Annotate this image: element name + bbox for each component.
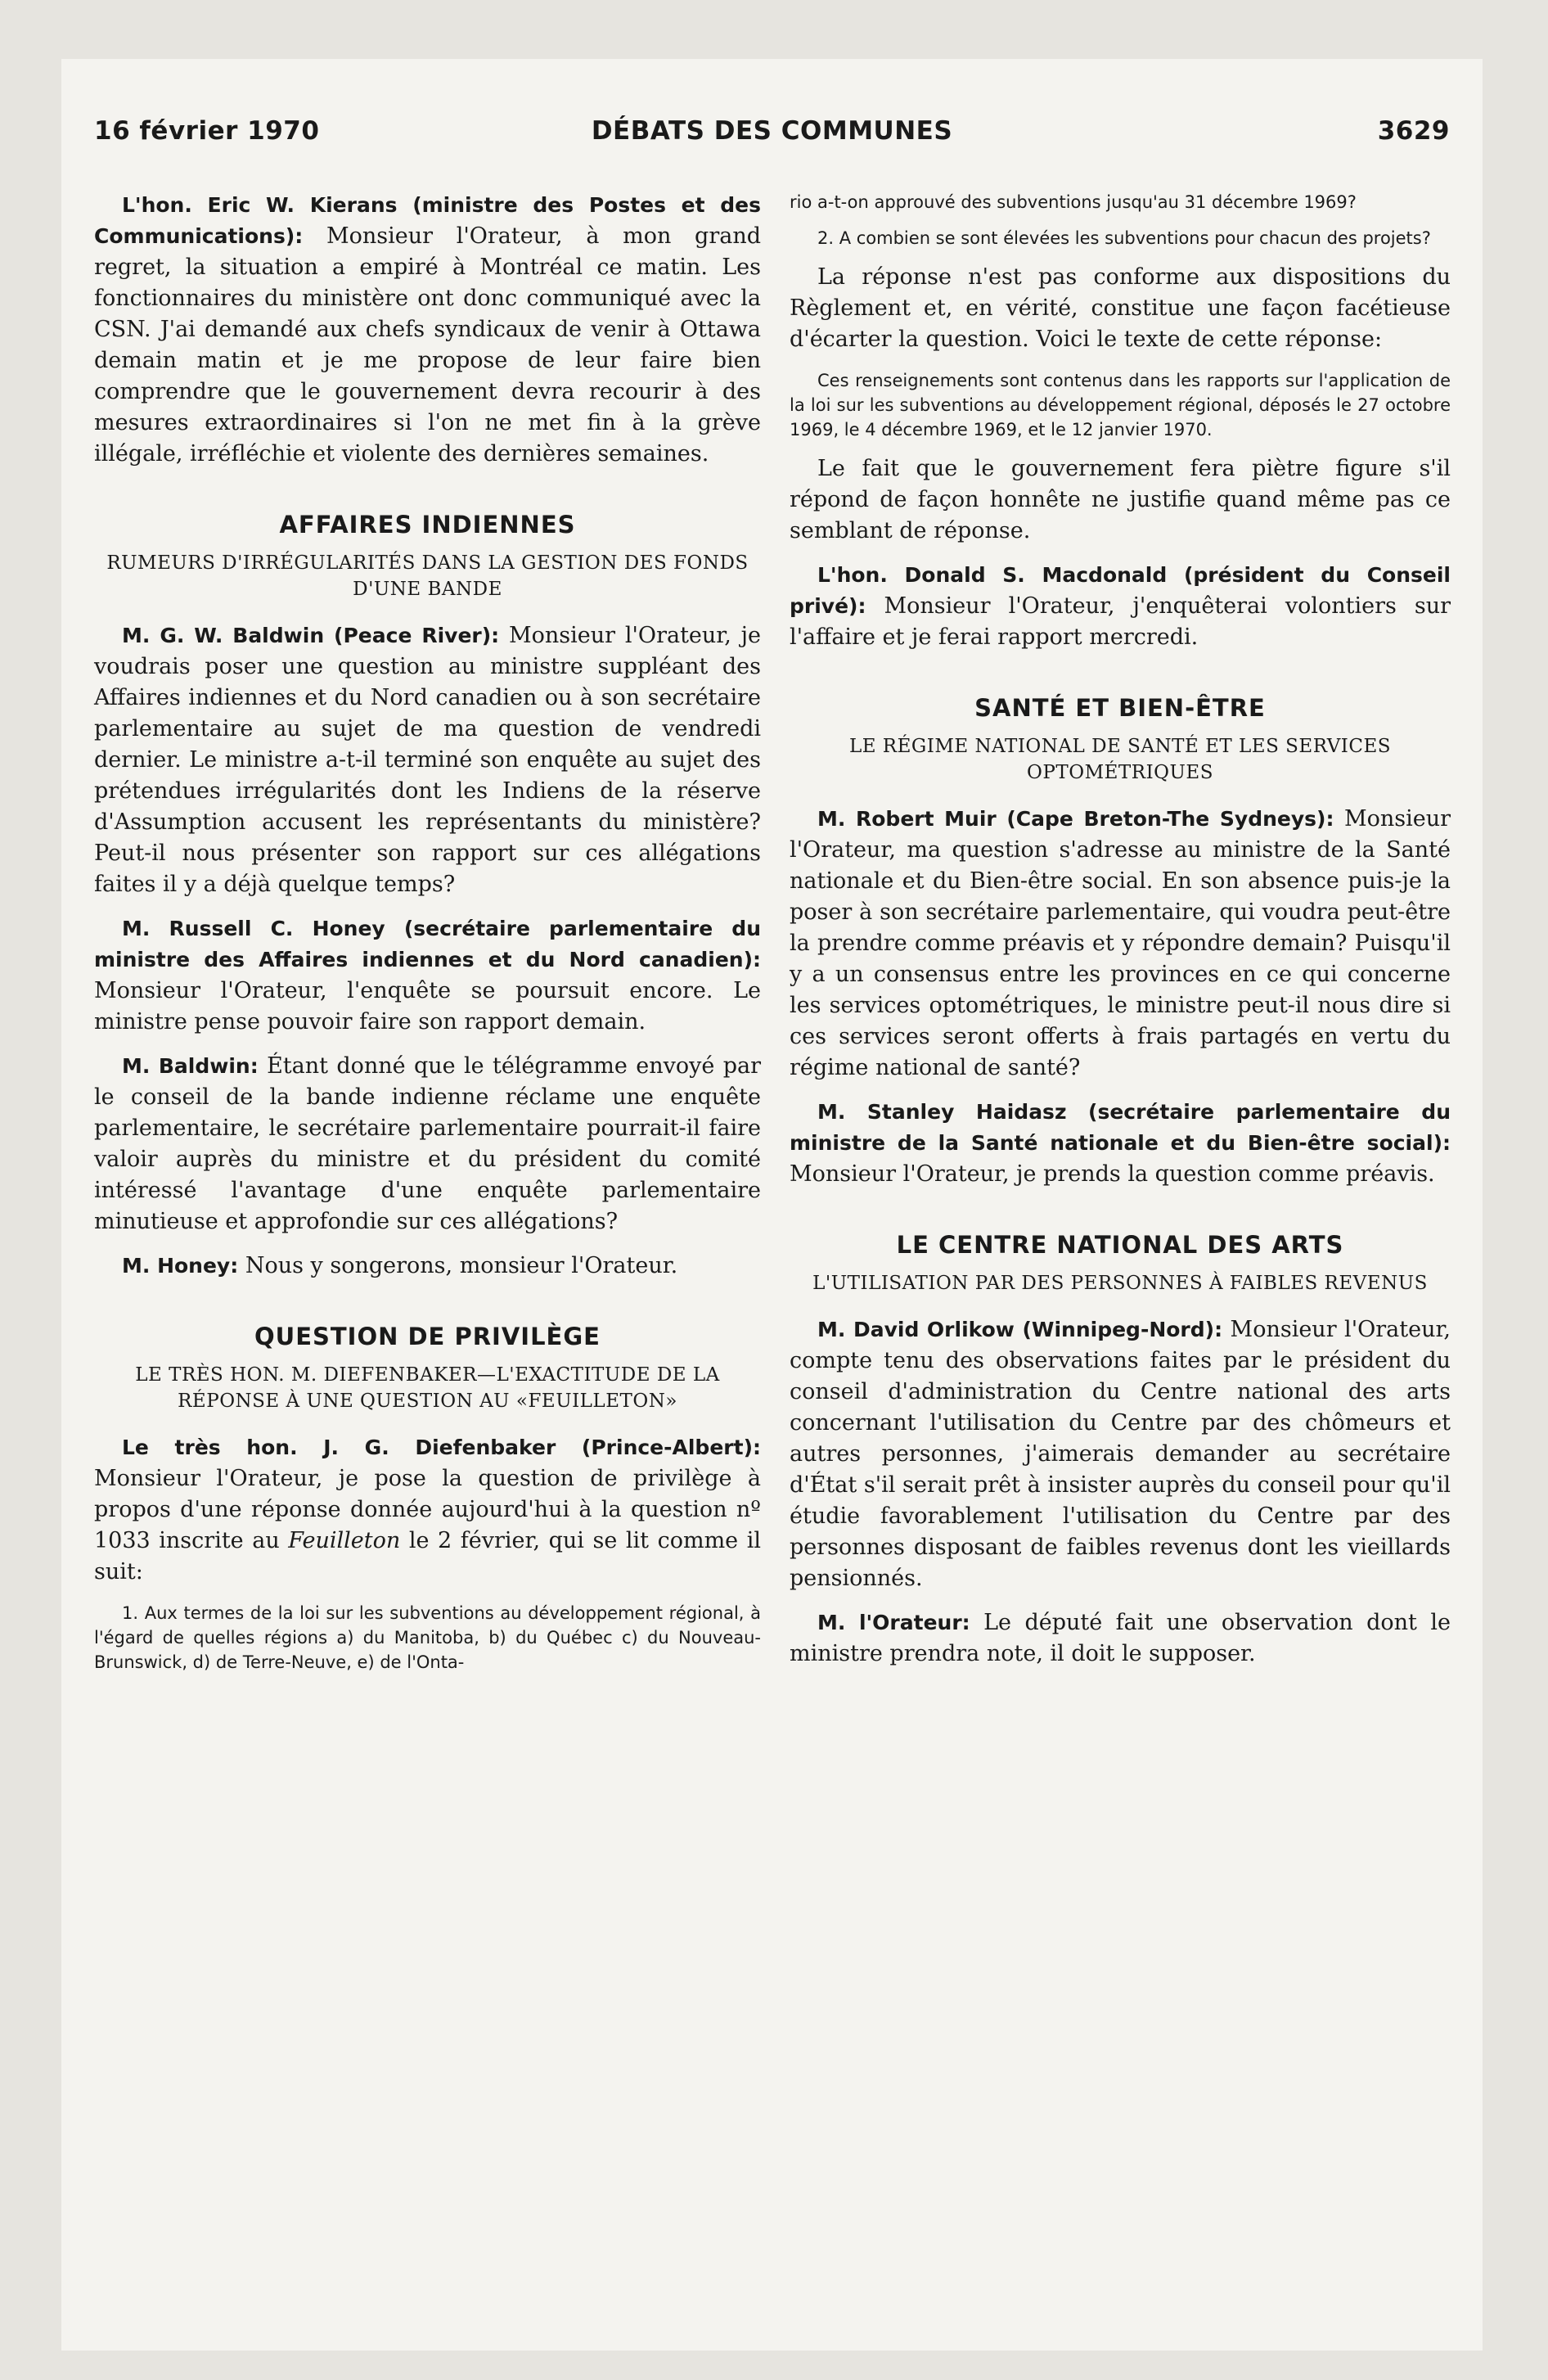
subheading-utilisation: L'UTILISATION PAR DES PERSONNES À FAIBLES REVENUS: [812, 1273, 1428, 1294]
section-heading-centre-national-des-arts: LE CENTRE NATIONAL DES ARTS: [896, 1231, 1344, 1259]
speech-italic: Feuilleton: [288, 1528, 401, 1553]
speech-text: Étant donné que le télégramme envoyé par le conseil de la bande indienne réclame une enquête parlementaire, le secrétaire parlementaire pourrait-il faire valoir auprès du ministre et du président du comité intéressé l'avantage d'une enquête parlementaire minutieuse et approfondie sur ces allégations?: [94, 1053, 761, 1234]
section-heading-affaires-indiennes: AFFAIRES INDIENNES: [279, 511, 576, 539]
speaker-name: M. G. W. Baldwin (Peace River):: [122, 624, 500, 647]
speaker-name: M. l'Orateur:: [817, 1611, 970, 1634]
paragraph-diefenbaker: [94, 1432, 761, 1588]
paragraph-baldwin: [94, 620, 761, 900]
speaker-name: L'hon. Eric W. Kierans (ministre des Postes et des Communications):: [94, 193, 761, 248]
left-column: [94, 190, 761, 1686]
speaker-name: M. Russell C. Honey (secrétaire parlementaire du ministre des Affaires indiennes et du Nord canadien):: [94, 917, 761, 971]
paragraph-baldwin-2: [94, 1051, 761, 1237]
speaker-name: M. David Orlikow (Winnipeg-Nord):: [817, 1318, 1223, 1341]
paragraph-haidasz: [790, 1097, 1451, 1190]
speaker-name: M. Honey:: [122, 1254, 239, 1278]
speaker-name: L'hon. Donald S. Macdonald (président du Conseil privé):: [790, 563, 1451, 618]
paragraph-kierans: [94, 190, 761, 470]
speech-text: Le député fait une observation dont le ministre prendra note, il doit le supposer.: [790, 1610, 1451, 1666]
page-header: [94, 116, 1450, 149]
subheading-diefenbaker: LE TRÈS HON. M. DIEFENBAKER—L'EXACTITUDE DE LA RÉPONSE À UNE QUESTION AU «FEUILLETON»: [135, 1364, 720, 1412]
quoted-question-2: 2. A combien se sont élevées les subventions pour chacun des projets?: [817, 228, 1431, 248]
speech-text: Monsieur l'Orateur, l'enquête se poursuit encore. Le ministre pense pouvoir faire son rapport demain.: [94, 978, 761, 1034]
document-page: [61, 59, 1483, 2351]
speech-text: Monsieur l'Orateur, compte tenu des observations faites par le président du conseil d'administration du Centre national des arts concernant l'utilisation du Centre par des chômeurs et autres personnes, j'aimerais demander au secrétaire d'État s'il serait prêt à insister auprès du conseil pour qu'il étudie favorablement l'utilisation du Centre par des personnes disposant de faibles revenus dont les vieillards pensionnés.: [790, 1317, 1451, 1591]
header-title: DÉBATS DES COMMUNES: [591, 116, 953, 146]
speaker-name: M. Baldwin:: [122, 1054, 259, 1078]
speech-text: Monsieur l'Orateur, je pose la question de privilège à propos d'une réponse donnée aujourd'hui à la question nº 1033 inscrite au: [94, 1466, 761, 1553]
paragraph-macdonald: [790, 560, 1451, 653]
speech-text: Monsieur l'Orateur, je voudrais poser une question au ministre suppléant des Affaires indiennes et du Nord canadien ou à son secrétaire parlementaire au sujet de ma question de vendredi dernier. Le ministre a-t-il terminé son enquête au sujet des prétendues irrégularités dont les Indiens de la réserve d'Assumption accusent les représentants du ministère? Peut-il nous présenter son rapport sur ces allégations faites il y a déjà quelque temps?: [94, 623, 761, 897]
header-page-number: 3629: [1377, 116, 1450, 146]
subheading-regime-national: LE RÉGIME NATIONAL DE SANTÉ ET LES SERVICES OPTOMÉTRIQUES: [848, 736, 1392, 783]
paragraph-orlikow: [790, 1314, 1451, 1594]
paragraph-orateur: [790, 1607, 1451, 1670]
paragraph-honey: [94, 913, 761, 1038]
speaker-name: M. Stanley Haidasz (secrétaire parlementaire du ministre de la Santé nationale et du Bien-être social):: [790, 1100, 1451, 1155]
quoted-question-1: 1. Aux termes de la loi sur les subventions au développement régional, à l'égard de quelles régions a) du Manitoba, b) du Québec c) du Nouveau-Brunswick, d) de Terre-Neuve, e) de l'Onta-: [94, 1603, 761, 1672]
quoted-question-1-continued: rio a-t-on approuvé des subventions jusqu'au 31 décembre 1969?: [790, 192, 1357, 212]
speech-text: Nous y songerons, monsieur l'Orateur.: [238, 1253, 678, 1278]
speech-text: Monsieur l'Orateur, je prends la question comme préavis.: [790, 1161, 1435, 1187]
paragraph-reponse: La réponse n'est pas conforme aux dispositions du Règlement et, en vérité, constitue une façon facétieuse d'écarter la question. Voici le texte de cette réponse:: [790, 264, 1451, 352]
section-heading-question-de-privilege: QUESTION DE PRIVILÈGE: [254, 1323, 601, 1350]
speech-text: le 2 février, qui se lit comme il suit:: [94, 1528, 761, 1584]
speaker-name: Le très hon. J. G. Diefenbaker (Prince-Albert):: [122, 1436, 761, 1459]
speech-text: Monsieur l'Orateur, j'enquêterai volontiers sur l'affaire et je ferai rapport mercredi.: [790, 593, 1451, 650]
section-heading-sante: SANTÉ ET BIEN-ÊTRE: [974, 694, 1266, 722]
header-date: 16 février 1970: [94, 116, 320, 146]
right-column: [790, 190, 1451, 1683]
quoted-answer: Ces renseignements sont contenus dans les rapports sur l'application de la loi sur les subventions au développement régional, déposés le 27 octobre 1969, le 4 décembre 1969, et le 12 janvier 1970.: [790, 371, 1451, 439]
paragraph-honey-2: [94, 1251, 761, 1282]
paragraph-muir: [790, 804, 1451, 1084]
speech-text: Monsieur l'Orateur, à mon grand regret, la situation a empiré à Montréal ce matin. Les fonctionnaires du ministère ont donc communiqué avec la CSN. J'ai demandé aux chefs syndicaux de venir à Ottawa demain matin et je me propose de leur faire bien comprendre que le gouvernement devra recourir à des mesures extraordinaires si l'on ne met fin à la grève illégale, irréfléchie et violente des dernières semaines.: [94, 223, 761, 467]
speaker-name: M. Robert Muir (Cape Breton-The Sydneys):: [817, 807, 1334, 831]
subheading-rumeurs: RUMEURS D'IRRÉGULARITÉS DANS LA GESTION DES FONDS D'UNE BANDE: [106, 552, 749, 600]
paragraph-piere-figure: Le fait que le gouvernement fera piètre figure s'il répond de façon honnête ne justifie quand même pas ce semblant de réponse.: [790, 456, 1451, 543]
speech-text: Monsieur l'Orateur, ma question s'adresse au ministre de la Santé nationale et du Bien-être social. En son absence puis-je la poser à son secrétaire parlementaire, qui voudra peut-être la prendre comme préavis et y répondre demain? Puisqu'il y a un consensus entre les provinces en ce qui concerne les services optométriques, le ministre peut-il nous dire si ces services seront offerts à frais partagés en vertu du régime national de santé?: [790, 806, 1451, 1080]
